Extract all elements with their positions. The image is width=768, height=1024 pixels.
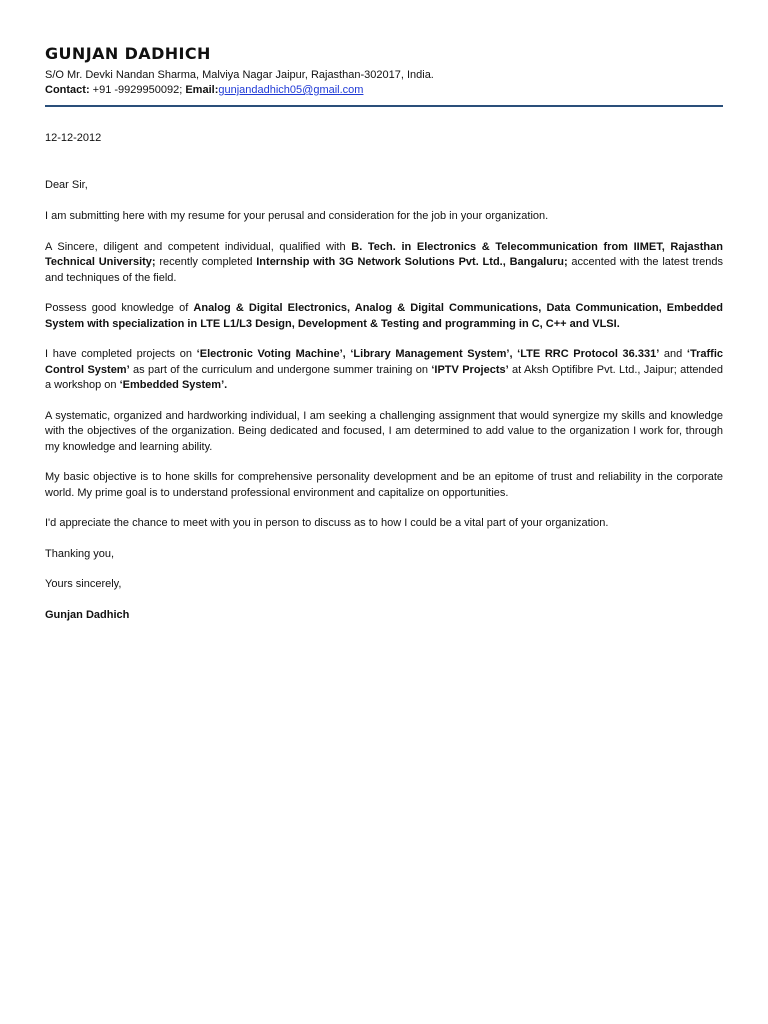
paragraph-intro: I am submitting here with my resume for your perusal and consideration for the job in your organization.	[45, 210, 549, 222]
contact-line	[45, 83, 723, 98]
thanks-line: Thanking you,	[45, 547, 115, 560]
salutation: Dear Sir,	[45, 178, 88, 191]
email-link[interactable]: gunjandadhich05@gmail.com	[218, 84, 364, 96]
signature-text: Gunjan Dadhich	[45, 608, 130, 621]
bold-run: ‘Embedded System’.	[119, 379, 228, 391]
letter-date: 12-12-2012	[45, 132, 102, 144]
paragraph-knowledge	[45, 301, 723, 332]
text-run: at Aksh Optifibre Pvt. Ltd., Jaipur; attended a workshop on	[45, 363, 723, 391]
applicant-name: GUNJAN DADHICH	[45, 44, 211, 63]
text-run: I have completed projects on	[45, 348, 197, 360]
bold-run: B. Tech. in Electronics & Telecommunication from IIMET, Rajasthan Technical University;	[45, 240, 723, 268]
paragraph-qualification	[45, 240, 723, 287]
closing-line: Yours sincerely,	[45, 578, 122, 590]
letter-body	[45, 131, 723, 623]
bold-run: ‘IPTV Projects’	[431, 363, 509, 376]
text-run: and	[659, 348, 687, 360]
bold-run: ‘Electronic Voting Machine’, ‘Library Management System’, ‘LTE RRC Protocol 36.331’	[196, 348, 660, 360]
phone-number: +91 -9929950092;	[89, 84, 186, 96]
applicant-address: S/O Mr. Devki Nandan Sharma, Malviya Nagar Jaipur, Rajasthan-302017, India.	[45, 69, 434, 81]
text-run: as part of the curriculum and undergone summer training on	[129, 363, 432, 376]
text-run: recently completed	[155, 256, 257, 268]
bold-run: Internship with 3G Network Solutions Pvt. Ltd., Bangaluru;	[256, 256, 568, 268]
paragraph-goal: My basic objective is to hone skills for comprehensive personality development and be an epitome of trust and reliability in the corporate world. My prime goal is to understand professional environment and capitalize on opportunities.	[45, 471, 723, 499]
email-label: Email:	[185, 84, 219, 96]
paragraph-meeting: I'd appreciate the chance to meet with you in person to discuss as to how I could be a vital part of your organization.	[45, 517, 609, 529]
bold-run: Analog & Digital Electronics, Analog & Digital Communications, Data Communication, Embedded System with specialization in LTE L1/L3 Design, Development & Testing and programming in C, C++ and VLSI.	[45, 302, 724, 330]
text-run: A Sincere, diligent and competent individual, qualified with	[45, 240, 352, 253]
text-run: Possess good knowledge of	[45, 302, 194, 314]
document-page	[45, 44, 723, 623]
text-run: accented with the latest trends and techniques of the field.	[45, 256, 723, 284]
signature-name	[45, 608, 723, 624]
paragraph-projects	[45, 347, 723, 394]
contact-label: Contact:	[45, 84, 90, 96]
paragraph-objectives: A systematic, organized and hardworking individual, I am seeking a challenging assignment that would synergize my skills and knowledge with the objectives of the organization. Being dedicated and focused, I am determined to add value to the organization I work for, through my knowledge and learning ability.	[45, 409, 723, 453]
bold-run: ‘Traffic Control System’	[45, 348, 723, 376]
header-divider	[45, 105, 723, 107]
